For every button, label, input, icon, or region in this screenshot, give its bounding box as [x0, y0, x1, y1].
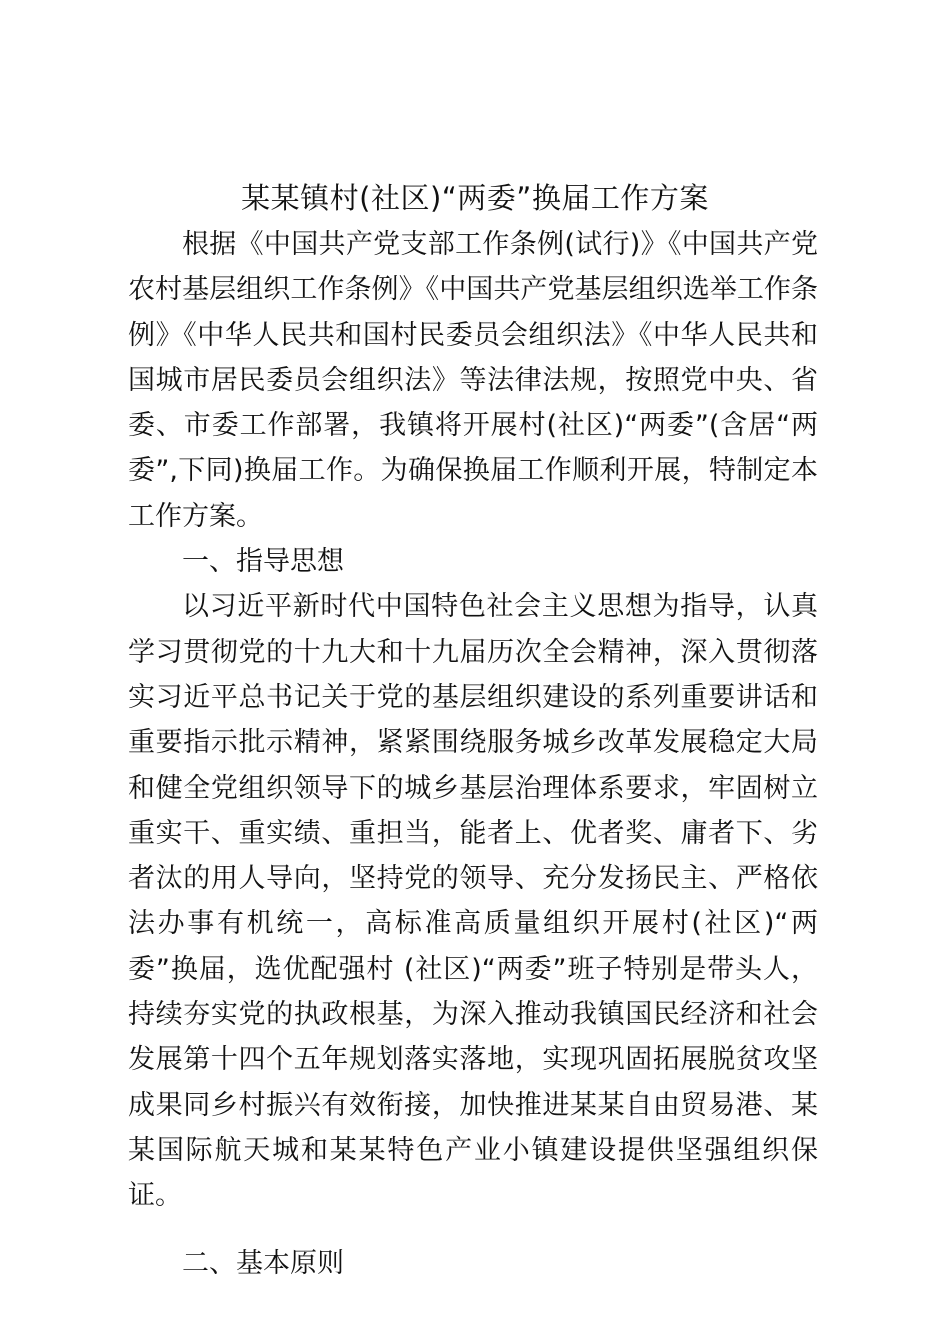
section-heading-guiding-ideology: 一、指导思想 — [182, 546, 344, 578]
document-title: 某某镇村(社区)“两委”换届工作方案 — [241, 181, 709, 215]
document-body — [128, 222, 818, 1286]
intro-paragraph: 根据《中国共产党支部工作条例(试行)》《中国共产党农村基层组织工作条例》《中国共产党基层组织选举工作条例》《中华人民共和国村民委员会组织法》《中华人民共和国城市居民委员会组织法》等法律法规，按照党中央、省委、市委工作部署，我镇将开展村(社区)“两委”(含居“两委”,下同)换届工作。为确保换届工作顺利开展，特制定本工作方案。 — [128, 229, 818, 532]
section-heading-basic-principles: 二、基本原则 — [182, 1247, 344, 1279]
guiding-ideology-paragraph: 以习近平新时代中国特色社会主义思想为指导，认真学习贯彻党的十九大和十九届历次全会精神，深入贯彻落实习近平总书记关于党的基层组织建设的系列重要讲话和重要指示批示精神，紧紧围绕服务城乡改革发展稳定大局和健全党组织领导下的城乡基层治理体系要求，牢固树立重实干、重实绩、重担当，能者上、优者奖、庸者下、劣者汰的用人导向，坚持党的领导、充分发扬民主、严格依法办事有机统一，高标准高质量组织开展村(社区)“两委”换届，选优配强村 (社区)“两委”班子特别是带头人，持续夯实党的执政根基，为深入推动我镇国民经济和社会发展第十四个五年规划落实落地，实现巩固拓展脱贫攻坚成果同乡村振兴有效衔接，加快推进某某自由贸易港、某某国际航天城和某某特色产业小镇建设提供坚强组织保证。 — [128, 591, 818, 1212]
